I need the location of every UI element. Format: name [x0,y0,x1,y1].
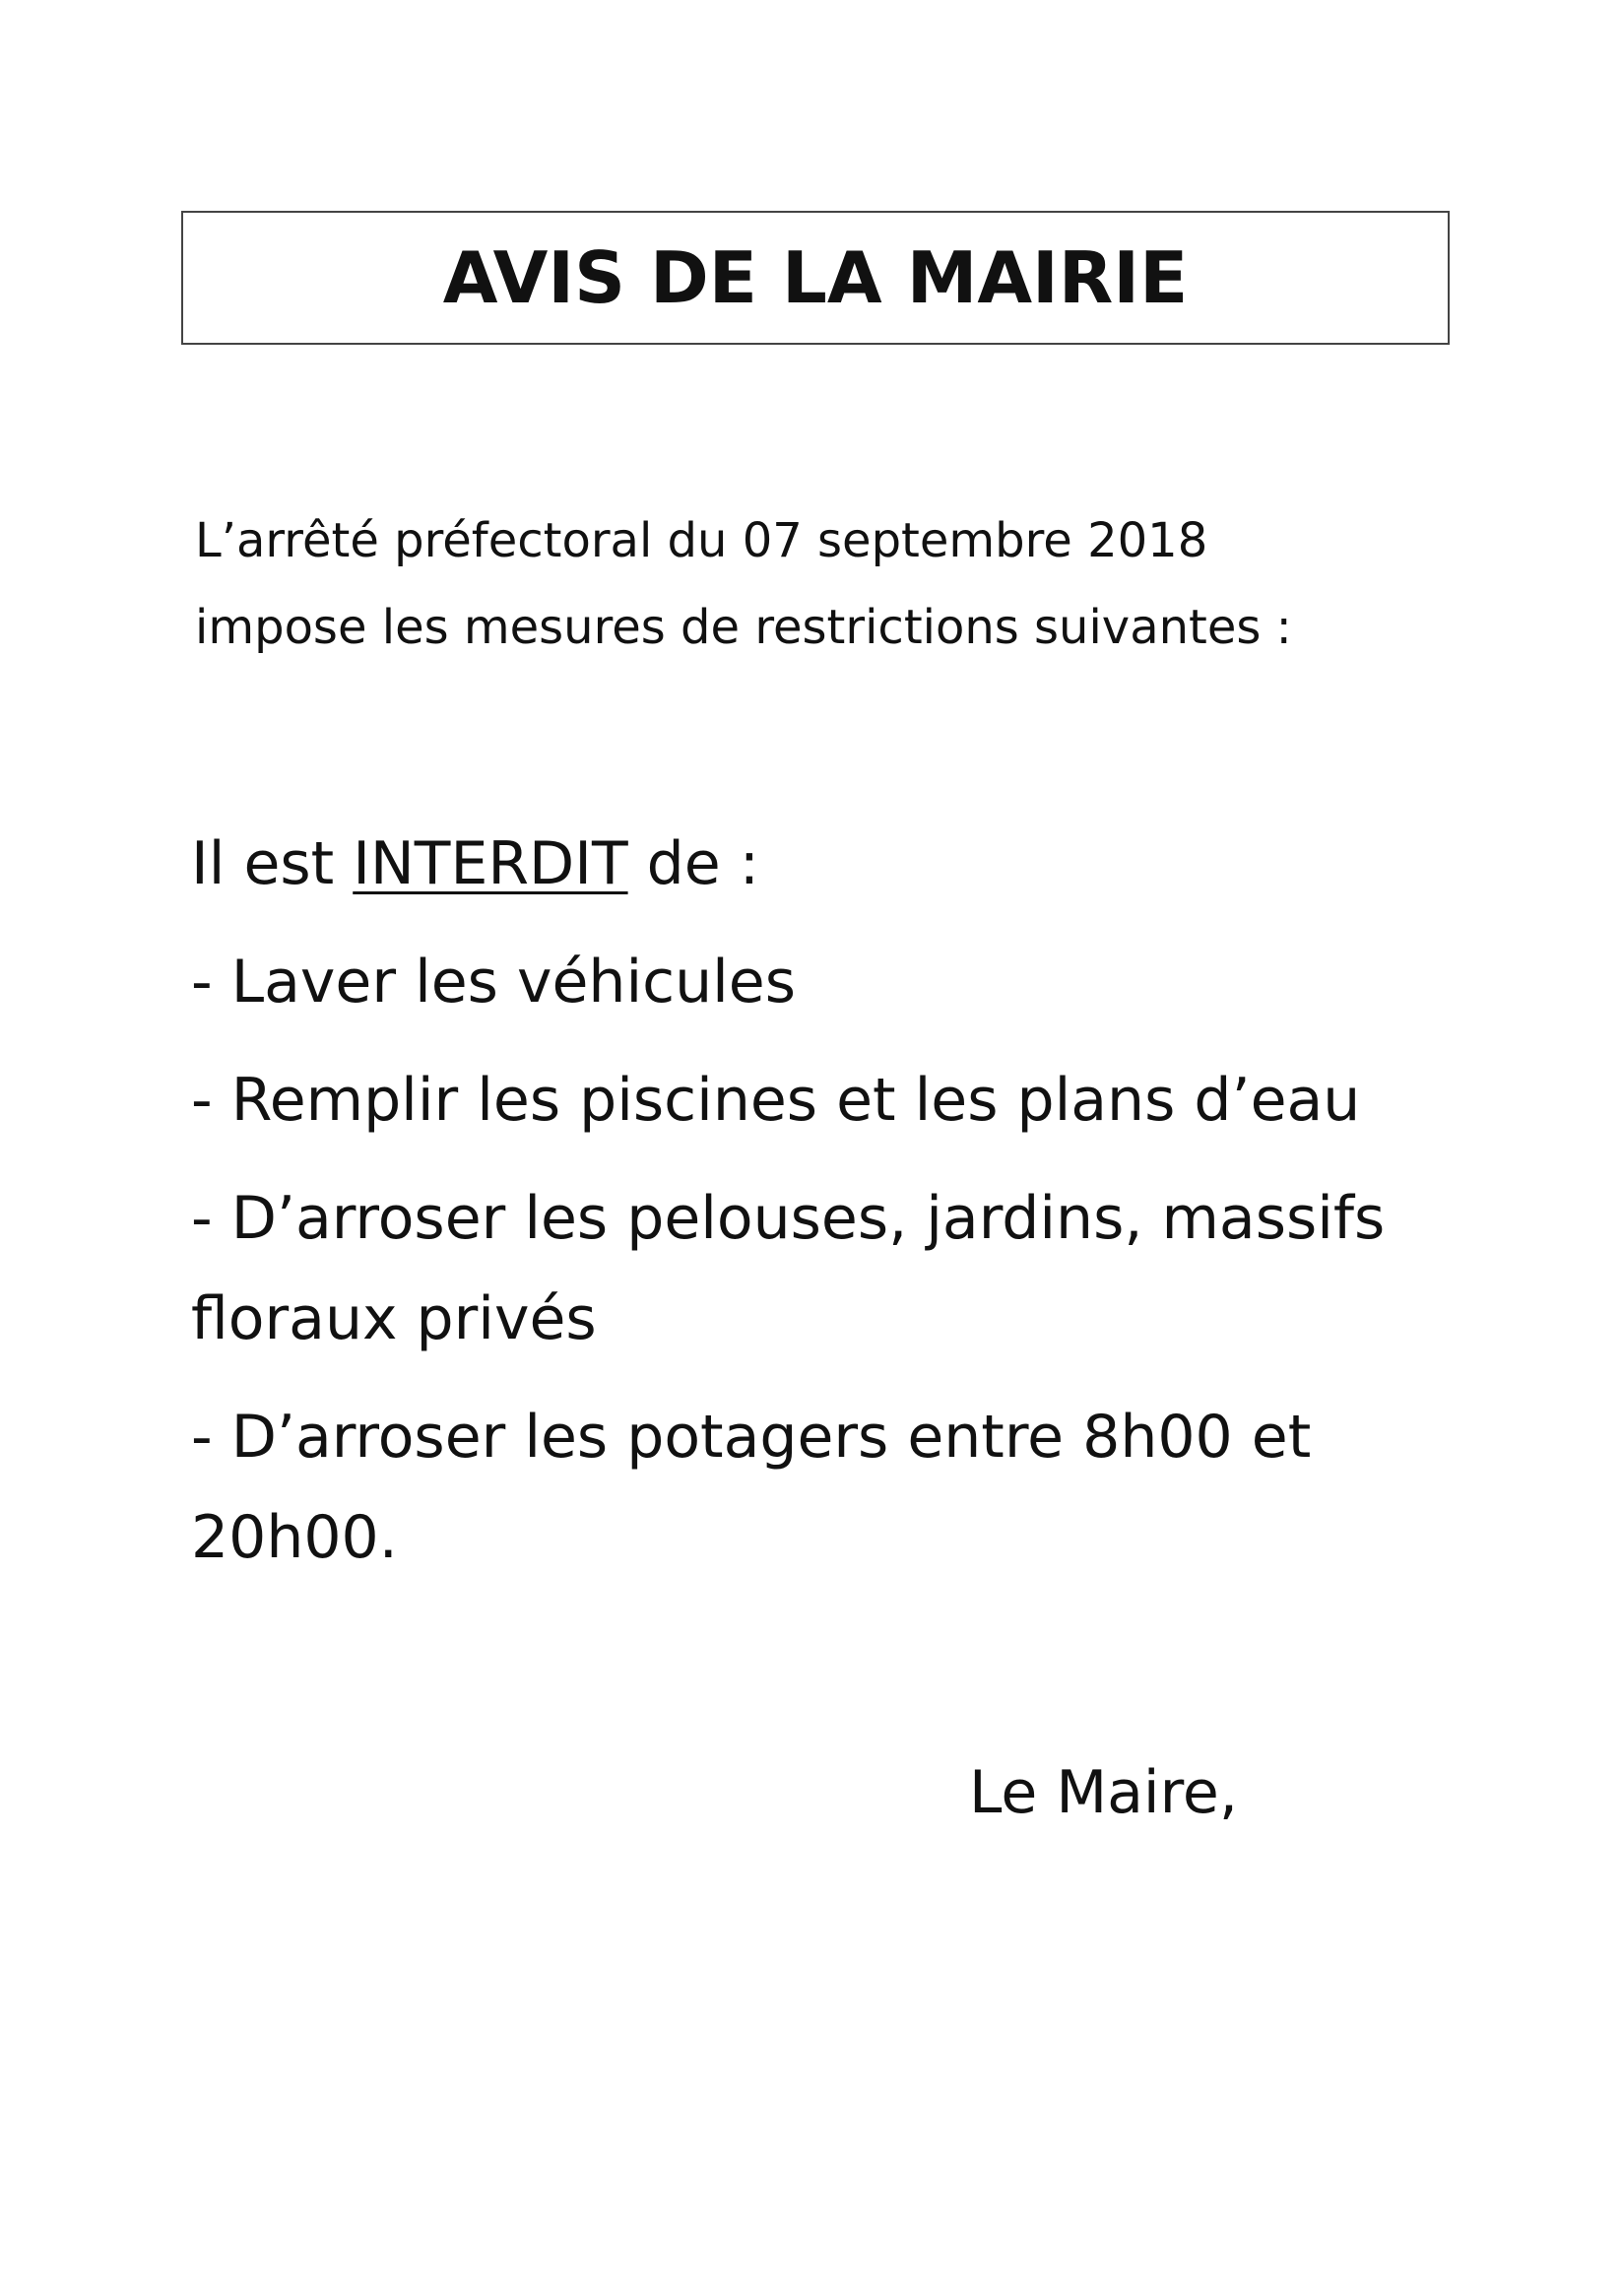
prohibition-heading [191,814,1491,914]
prohibition-keyword: INTERDIT [353,829,628,898]
list-item-line: - D’arroser les potagers entre 8h00 et [191,1403,1312,1472]
prohibition-prefix: Il est [191,829,354,898]
intro-paragraph [195,497,1475,671]
intro-line: L’arrêté préfectoral du 07 septembre 2018 [195,513,1208,568]
signature: Le Maire, [969,1758,1238,1827]
list-item-line: - D’arroser les pelouses, jardins, massifs [191,1184,1386,1253]
list-item [191,932,1491,1032]
intro-line: impose les mesures de restrictions suivantes : [195,600,1292,655]
list-item-line: floraux privés [191,1284,597,1353]
prohibition-suffix: de : [627,829,759,898]
list-item [191,1050,1491,1150]
list-item [191,1387,1491,1588]
list-item-line: 20h00. [191,1503,398,1572]
notice-title: AVIS DE LA MAIRIE [442,236,1189,319]
list-item [191,1168,1491,1369]
list-item-line: - Remplir les piscines et les plans d’eau [191,1066,1361,1135]
title-box [181,211,1450,345]
prohibition-section [191,814,1491,1588]
list-item-line: - Laver les véhicules [191,948,796,1017]
